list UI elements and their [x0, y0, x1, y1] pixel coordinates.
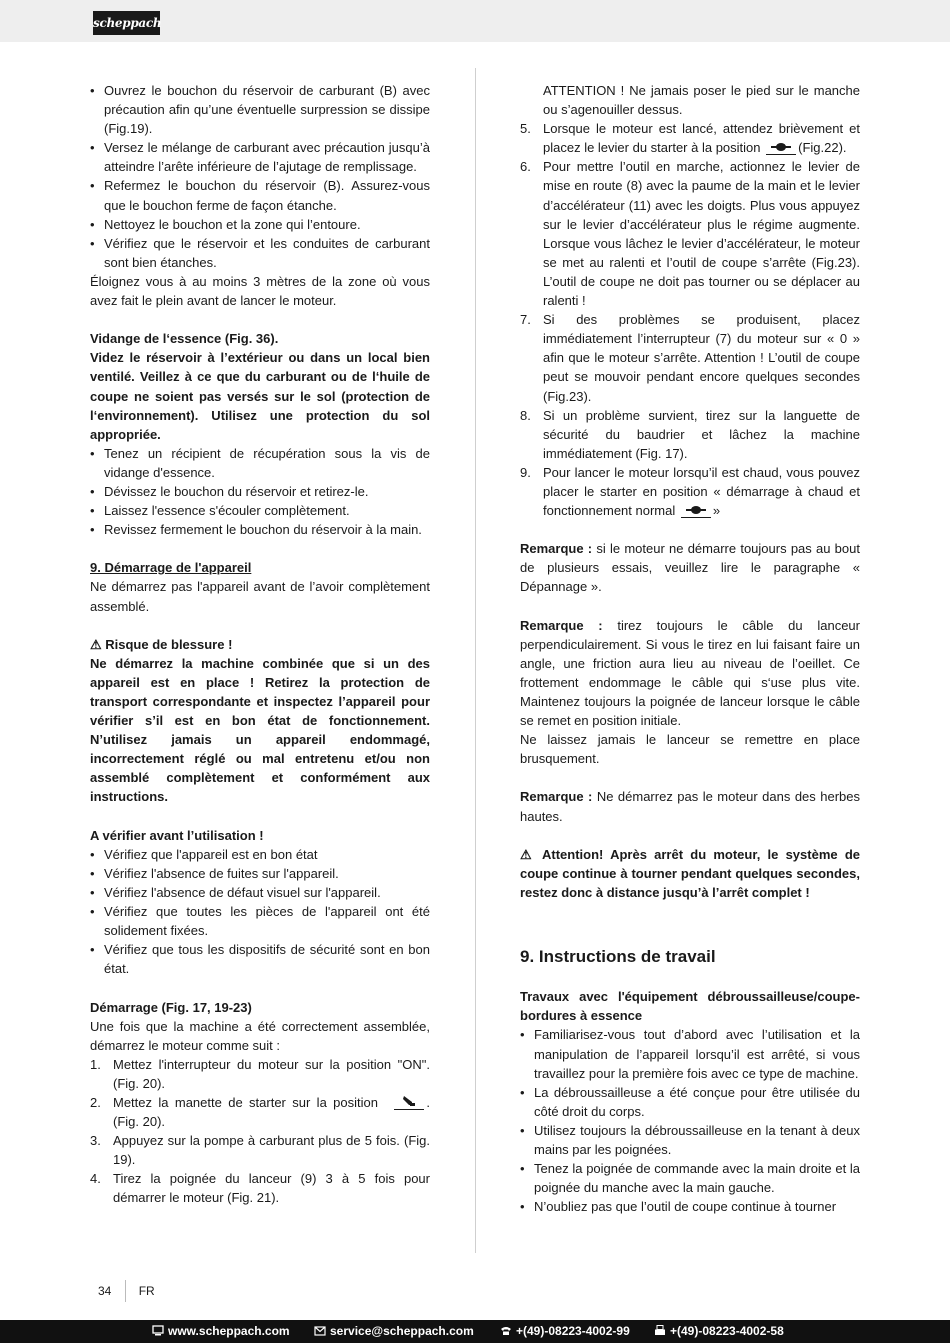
list-item: 8. Si un problème survient, tirez sur la languette de sécurité du baudrier et lâchez la machine immédiatement (Fig. 17).	[520, 407, 860, 461]
startup-heading: Démarrage (Fig. 17, 19-23)	[90, 999, 252, 1015]
list-item: 2. Mettez la manette de starter sur la position . (Fig. 20).	[90, 1094, 430, 1130]
computer-icon	[152, 1325, 164, 1336]
list-item: • Familiarisez-vous tout d’abord avec l’utilisation et la manipulation de l’appareil lorsqu’il est arrêté, si vous travaillez pour la première fois avec ce type de machine.	[520, 1025, 860, 1082]
list-item: • Vérifiez que toutes les pièces de l'appareil ont été solidement fixées.	[90, 902, 430, 940]
list-item: • Dévissez le bouchon du réservoir et retirez-le.	[90, 482, 430, 501]
attention-continuation: ATTENTION ! Ne jamais poser le pied sur le manche ou s’agenouiller dessus.	[543, 83, 860, 118]
remark-2: Remarque : tirez toujours le câble du lanceur perpendiculairement. Si vous le tirez en lui faisant faire un angle, une friction aura lieu au niveau de l’oeillet. Ce frottement endommage le câble qui s‘use plus vite. Maintenez toujours la poignée de lanceur lorsque le câble se remet en position initiale.	[520, 617, 860, 729]
start-intro: Ne démarrez pas l'appareil avant de l’avoir complètement assemblé.	[90, 579, 430, 614]
drain-warning: Videz le réservoir à l’extérieur ou dans un local bien ventilé. Veillez à ce que du carburant ou de l‘huile de coupe ne soient pas versés sur le sol (protection de l‘environnement). Utilisez une protection du sol appropriée.	[90, 350, 430, 442]
drain-list	[90, 444, 430, 539]
remark-1: Remarque : si le moteur ne démarre toujours pas au bout de plusieurs essais, veuillez lire le paragraphe « Dépannage ».	[520, 541, 860, 595]
refuel-note: Éloignez vous à au moins 3 mètres de la zone où vous avez fait le plein avant de lancer le moteur.	[90, 273, 430, 309]
page-header	[0, 0, 950, 42]
column-divider	[475, 68, 476, 1253]
list-item: • Tenez un récipient de récupération sous la vis de vidange d'essence.	[90, 444, 430, 482]
list-item: 6. Pour mettre l’outil en marche, actionnez le levier de mise en route (8) avec la paume de la main et le levier d’accélérateur (11) avec les doigts. Plus vous appuyez sur le levier d’accélérateur plus le régime augmente. Lorsque vous lâchez le levier d’accélérateur, le moteur se met au ralenti et l’outil de coupe s’arrête (Fig.23). L’outil de coupe ne doit pas tourner ou se déplacer au ralenti !	[520, 159, 860, 309]
page-footer-info	[98, 1284, 155, 1298]
list-item: • La débroussailleuse a été conçue pour être utilisée du côté droit du corps.	[520, 1083, 860, 1121]
website-link[interactable]: www.scheppach.com	[152, 1321, 290, 1342]
phone-link[interactable]: +(49)-08223-4002-99	[500, 1321, 630, 1342]
right-column	[520, 81, 860, 1216]
check-list	[90, 845, 430, 979]
remark-3: Remarque : Ne démarrez pas le moteur dans des herbes hautes.	[520, 789, 860, 824]
choke-open-icon	[681, 502, 711, 518]
list-item: 9. Pour lancer le moteur lorsqu’il est chaud, vous pouvez placer le starter en position « démarrage à chaud et fonctionnement normal »	[520, 464, 860, 519]
list-item: 4. Tirez la poignée du lanceur (9) 3 à 5 fois pour démarrer le moteur (Fig. 21).	[90, 1171, 430, 1206]
refuel-list	[90, 81, 430, 272]
list-item: • Nettoyez le bouchon et la zone qui l’entoure.	[90, 215, 430, 234]
list-item: • Versez le mélange de carburant avec précaution jusqu’à atteindre l’arête inférieure de l’ajutage de remplissage.	[90, 138, 430, 176]
remark-2-extra: Ne laissez jamais le lanceur se remettre en place brusquement.	[520, 732, 860, 767]
list-item: • Refermez le bouchon du réservoir (B). Assurez-vous que le bouchon ferme de façon étanche.	[90, 176, 430, 214]
start-heading: 9. Démarrage de l'appareil	[90, 560, 252, 576]
scheppach-logo: scheppach	[93, 11, 160, 35]
injury-heading: ⚠ Risque de blessure !	[90, 636, 233, 652]
page-number: 34	[98, 1284, 112, 1298]
phone-icon	[500, 1326, 512, 1336]
language-code: FR	[138, 1284, 155, 1298]
choke-closed-icon	[394, 1094, 424, 1110]
work-list	[520, 1025, 860, 1216]
list-item: • Revissez fermement le bouchon du réservoir à la main.	[90, 520, 430, 539]
list-item: 3. Appuyez sur la pompe à carburant plus de 5 fois. (Fig. 19).	[90, 1133, 430, 1168]
work-subheading: Travaux avec l'équipement débroussailleuse/coupe-bordures à essence	[520, 989, 860, 1024]
fax-link[interactable]: +(49)-08223-4002-58	[654, 1321, 784, 1342]
startup-steps-continued	[520, 119, 860, 520]
drain-heading: Vidange de l‘essence (Fig. 36).	[90, 331, 279, 347]
list-item: 7. Si des problèmes se produisent, placez immédiatement l’interrupteur (7) du moteur sur « 0 » afin que le moteur s’arrête. Attention ! L’outil de coupe peut se mouvoir pendant encore quelques secondes (Fig.23).	[520, 312, 860, 404]
list-item: • Vérifiez l'absence de fuites sur l'appareil.	[90, 864, 430, 883]
left-column	[90, 81, 430, 1208]
email-link[interactable]: service@scheppach.com	[314, 1321, 474, 1342]
check-heading: A vérifier avant l’utilisation !	[90, 827, 264, 843]
startup-intro: Une fois que la machine a été correctement assemblée, démarrez le moteur comme suit :	[90, 1018, 430, 1053]
list-item: • Utilisez toujours la débroussailleuse en la tenant à deux mains par les poignées.	[520, 1121, 860, 1159]
list-item: • Vérifiez que l'appareil est en bon état	[90, 845, 430, 864]
list-item: • Tenez la poignée de commande avec la main droite et la poignée du manche avec la main gauche.	[520, 1159, 860, 1197]
list-item: • Vérifiez l'absence de défaut visuel sur l'appareil.	[90, 883, 430, 902]
mail-icon	[314, 1326, 326, 1336]
fax-icon	[654, 1325, 666, 1336]
attention-warning: ⚠ Attention! Après arrêt du moteur, le système de coupe continue à tourner pendant quelques secondes, restez donc à distance jusqu’à l’arrêt complet !	[520, 846, 860, 900]
choke-open-icon	[766, 139, 796, 155]
list-item: 1. Mettez l'interrupteur du moteur sur la position "ON". (Fig. 20).	[90, 1056, 430, 1091]
list-item: • Vérifiez que tous les dispositifs de sécurité sont en bon état.	[90, 940, 430, 978]
list-item: • Vérifiez que le réservoir et les conduites de carburant sont bien étanches.	[90, 234, 430, 272]
list-item: • Laissez l'essence s'écouler complètement.	[90, 501, 430, 520]
list-item: 5. Lorsque le moteur est lancé, attendez brièvement et placez le levier du starter à la position (Fig.22).	[520, 121, 860, 156]
contact-bar	[0, 1320, 950, 1343]
list-item: • N’oubliez pas que l’outil de coupe continue à tourner	[520, 1197, 860, 1216]
list-item: • Ouvrez le bouchon du réservoir de carburant (B) avec précaution afin qu’une éventuelle surpression se dissipe (Fig.19).	[90, 81, 430, 138]
startup-steps	[90, 1055, 430, 1208]
injury-text: Ne démarrez la machine combinée que si un des appareil est en place ! Retirez la protection de transport correspondante et inspectez l’appareil pour vérifier s’il est en bon état de fonctionnement. N’utilisez jamais un appareil endommagé, incorrectement réglé ou mal entretenu et/ou non assemblé complètement et conformément aux instructions.	[90, 655, 430, 805]
section-heading-work: 9. Instructions de travail	[520, 947, 716, 967]
